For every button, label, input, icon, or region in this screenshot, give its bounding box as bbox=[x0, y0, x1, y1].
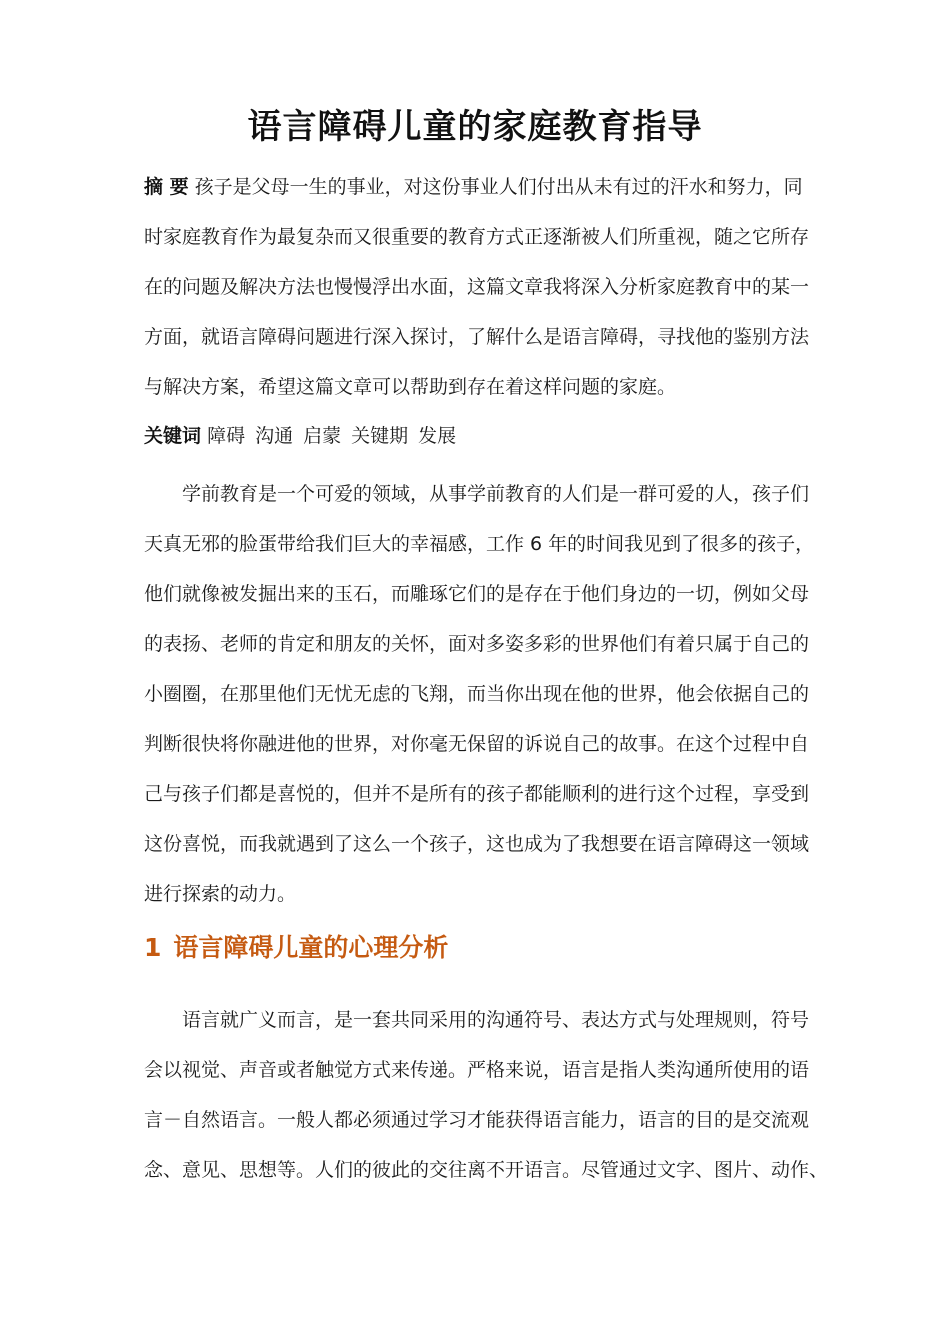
paragraph-line: 语言就广义而言，是一套共同采用的沟通符号、表达方式与处理规则，符号 bbox=[182, 1009, 810, 1031]
abstract-line: 在的问题及解决方法也慢慢浮出水面，这篇文章我将深入分析家庭教育中的某一 bbox=[144, 276, 810, 298]
keyword: 关键期 bbox=[351, 425, 409, 447]
abstract-line: 方面，就语言障碍问题进行深入探讨，了解什么是语言障碍，寻找他的鉴别方法 bbox=[144, 326, 810, 348]
abstract-block bbox=[144, 162, 808, 412]
paragraph-line: 进行探索的动力。 bbox=[144, 883, 297, 905]
paragraph-line: 念、意见、思想等。人们的彼此的交往离不开语言。尽管通过文字、图片、动作、 bbox=[144, 1159, 829, 1181]
abstract-label: 摘 要 bbox=[144, 176, 189, 198]
abstract-line: 与解决方案，希望这篇文章可以帮助到存在着这样问题的家庭。 bbox=[144, 376, 677, 398]
paragraph-line: 言－自然语言。一般人都必须通过学习才能获得语言能力，语言的目的是交流观 bbox=[144, 1109, 810, 1131]
paragraph-line: 会以视觉、声音或者触觉方式来传递。严格来说，语言是指人类沟通所使用的语 bbox=[144, 1059, 810, 1081]
paragraph-line: 己与孩子们都是喜悦的，但并不是所有的孩子都能顺利的进行这个过程，享受到 bbox=[144, 783, 810, 805]
intro-paragraph bbox=[144, 469, 815, 919]
section-number: 1 bbox=[144, 933, 162, 962]
abstract-line: 时家庭教育作为最复杂而又很重要的教育方式正逐渐被人们所重视，随之它所存 bbox=[144, 226, 810, 248]
keywords-block bbox=[144, 411, 808, 461]
paragraph-line: 他们就像被发掘出来的玉石，而雕琢它们的是存在于他们身边的一切，例如父母 bbox=[144, 583, 810, 605]
section1-paragraph bbox=[144, 995, 829, 1195]
section-heading-text: 语言障碍儿童的心理分析 bbox=[173, 933, 449, 962]
paragraph-line: 学前教育是一个可爱的领域，从事学前教育的人们是一群可爱的人，孩子们 bbox=[182, 483, 810, 505]
keyword: 启蒙 bbox=[303, 425, 342, 447]
keyword: 沟通 bbox=[255, 425, 294, 447]
paragraph-line: 的表扬、老师的肯定和朋友的关怀，面对多姿多彩的世界他们有着只属于自己的 bbox=[144, 633, 810, 655]
paragraph-line: 天真无邪的脸蛋带给我们巨大的幸福感，工作 6 年的时间我见到了很多的孩子， bbox=[144, 533, 815, 555]
abstract-line bbox=[144, 162, 808, 212]
keyword: 发展 bbox=[418, 425, 457, 447]
abstract-text: 孩子是父母一生的事业，对这份事业人们付出从未有过的汗水和努力，同 bbox=[194, 176, 803, 198]
paragraph-line: 判断很快将你融进他的世界，对你毫无保留的诉说自己的故事。在这个过程中自 bbox=[144, 733, 810, 755]
keyword: 障碍 bbox=[207, 425, 246, 447]
document-title: 语言障碍儿童的家庭教育指导 bbox=[247, 107, 703, 147]
section-heading bbox=[144, 925, 448, 971]
keywords-label: 关键词 bbox=[144, 425, 202, 447]
paragraph-line: 这份喜悦，而我就遇到了这么一个孩子，这也成为了我想要在语言障碍这一领域 bbox=[144, 833, 810, 855]
paragraph-line: 小圈圈，在那里他们无忧无虑的飞翔，而当你出现在他的世界，他会依据自己的 bbox=[144, 683, 810, 705]
